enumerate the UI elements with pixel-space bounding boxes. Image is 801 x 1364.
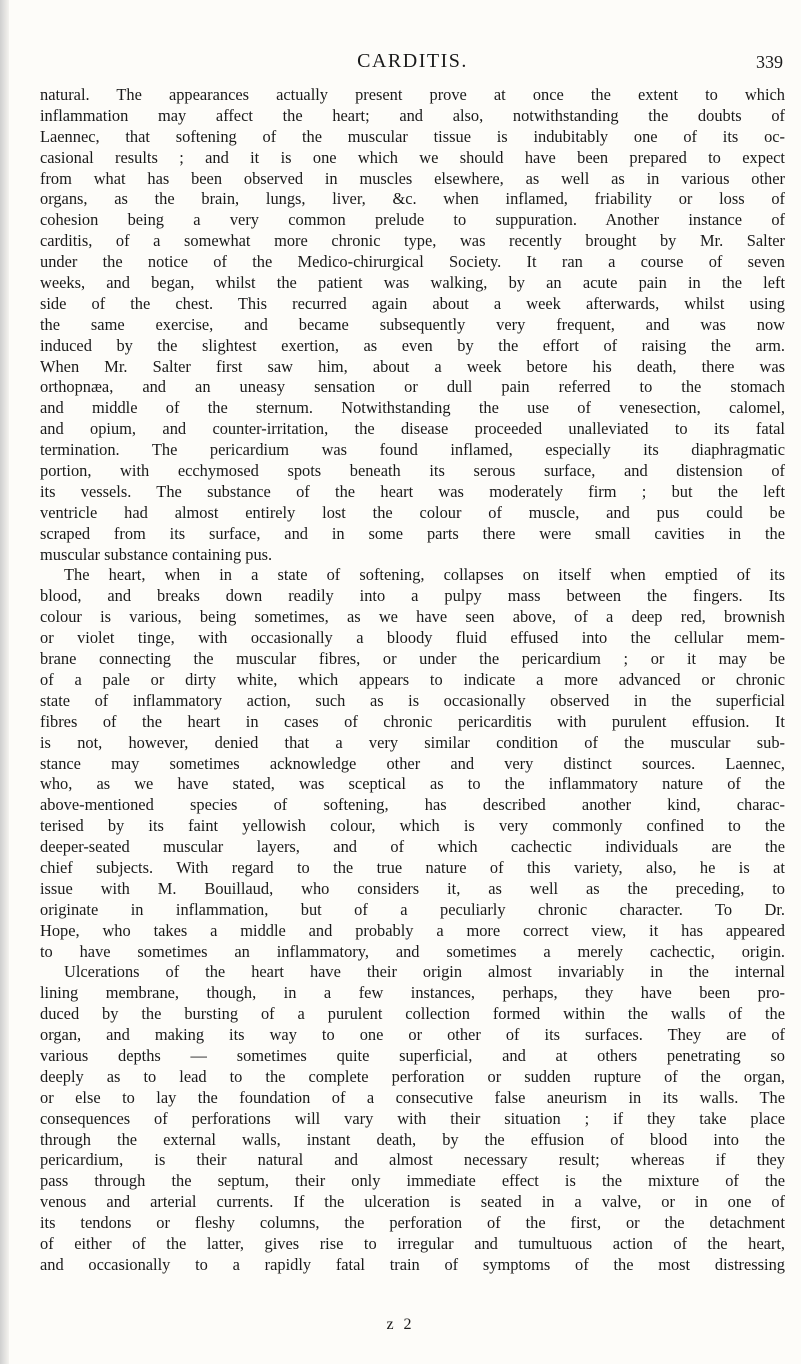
text-line: of either of the latter, gives rise to irregular and tumultuous action of the heart, <box>40 1233 785 1253</box>
text-line: to have sometimes an inflammatory, and sometimes a merely cachectic, origin. <box>40 941 785 961</box>
body-text <box>40 85 785 1276</box>
text-line: termination. The pericardium was found inflamed, especially its diaphragmatic <box>40 440 785 460</box>
text-line: terised by its faint yellowish colour, which is very commonly confined to the <box>40 816 785 836</box>
text-line: various depths — sometimes quite superficial, and at others penetrating so <box>40 1045 785 1065</box>
text-line: Hope, who takes a middle and probably a more correct view, it has appeared <box>40 920 785 940</box>
text-line: weeks, and began, whilst the patient was walking, by an acute pain in the left <box>40 273 785 293</box>
text-line: fibres of the heart in cases of chronic pericarditis with purulent effusion. It <box>40 711 785 731</box>
page-number: 339 <box>756 52 783 72</box>
signature-mark: z 2 <box>386 1316 415 1333</box>
text-line: inflammation may affect the heart; and also, notwithstanding the doubts of <box>40 105 785 125</box>
text-line: organs, as the brain, lungs, liver, &c. when inflamed, friability or loss of <box>40 189 785 209</box>
text-line: Ulcerations of the heart have their origin almost invariably in the internal <box>64 962 785 982</box>
text-line: venous and arterial currents. If the ulceration is seated in a valve, or in one of <box>40 1192 785 1212</box>
text-line: orthopnæa, and an uneasy sensation or dull pain referred to the stomach <box>40 377 785 397</box>
text-line: colour is various, being sometimes, as we have seen above, of a deep red, brownish <box>40 607 785 627</box>
text-line: induced by the slightest exertion, as even by the effort of raising the arm. <box>40 335 785 355</box>
text-line: of a pale or dirty white, which appears to indicate a more advanced or chronic <box>40 669 785 689</box>
text-line: brane connecting the muscular fibres, or under the pericardium ; or it may be <box>40 649 785 669</box>
text-line: chief subjects. With regard to the true nature of this variety, also, he is at <box>40 857 785 877</box>
text-line: carditis, of a somewhat more chronic type, was recently brought by Mr. Salter <box>40 231 785 251</box>
text-line: pericardium, is their natural and almost necessary result; whereas if they <box>40 1150 785 1170</box>
text-line: muscular substance containing pus. <box>40 544 273 564</box>
page-binding-edge <box>0 0 9 1364</box>
text-line: is not, however, denied that a very similar condition of the muscular sub- <box>40 732 785 752</box>
text-line: ventricle had almost entirely lost the colour of muscle, and pus could be <box>40 502 785 522</box>
running-head: CARDITIS. <box>357 50 468 72</box>
text-line: who, as we have stated, was sceptical as to the inflammatory nature of the <box>40 774 785 794</box>
text-line: casional results ; and it is one which we should have been prepared to expect <box>40 147 785 167</box>
text-line: state of inflammatory action, such as is occasionally observed in the superficial <box>40 690 785 710</box>
text-line: organ, and making its way to one or other of its surfaces. They are of <box>40 1025 785 1045</box>
text-line: deeply as to lead to the complete perforation or sudden rupture of the organ, <box>40 1066 785 1086</box>
text-line: pass through the septum, their only immediate effect is the mixture of the <box>40 1171 785 1191</box>
text-line: its tendons or fleshy columns, the perforation of the first, or the detachment <box>40 1213 785 1233</box>
text-line: lining membrane, though, in a few instances, perhaps, they have been pro- <box>40 983 785 1003</box>
text-line: portion, with ecchymosed spots beneath its serous surface, and distension of <box>40 461 785 481</box>
text-line: scraped from its surface, and in some parts there were small cavities in the <box>40 523 785 543</box>
text-line: the same exercise, and became subsequently very frequent, and was now <box>40 314 785 334</box>
text-line: under the notice of the Medico-chirurgical Society. It ran a course of seven <box>40 252 785 272</box>
text-line: The heart, when in a state of softening, collapses on itself when emptied of its <box>64 565 785 585</box>
text-line: its vessels. The substance of the heart was moderately firm ; but the left <box>40 481 785 501</box>
text-line: and middle of the sternum. Notwithstanding the use of venesection, calomel, <box>40 398 785 418</box>
text-line: blood, and breaks down readily into a pulpy mass between the fingers. Its <box>40 586 785 606</box>
text-line: above-mentioned species of softening, has described another kind, charac- <box>40 795 785 815</box>
text-line: duced by the bursting of a purulent collection formed within the walls of the <box>40 1004 785 1024</box>
text-line: and opium, and counter-irritation, the disease proceeded unalleviated to its fatal <box>40 419 785 439</box>
text-line: or violet tinge, with occasionally a bloody fluid effused into the cellular mem- <box>40 628 785 648</box>
text-line: originate in inflammation, but of a peculiarly chronic character. To Dr. <box>40 899 785 919</box>
text-line: side of the chest. This recurred again about a week afterwards, whilst using <box>40 293 785 313</box>
text-line: and occasionally to a rapidly fatal train of symptoms of the most distressing <box>40 1254 785 1274</box>
text-line: deeper-seated muscular layers, and of which cachectic individuals are the <box>40 837 785 857</box>
text-line: cohesion being a very common prelude to suppuration. Another instance of <box>40 210 785 230</box>
text-line: issue with M. Bouillaud, who considers it, as well as the preceding, to <box>40 878 785 898</box>
text-line: consequences of perforations will vary with their situation ; if they take place <box>40 1108 785 1128</box>
text-line: through the external walls, instant death, by the effusion of blood into the <box>40 1129 785 1149</box>
text-line: or else to lay the foundation of a consecutive false aneurism in its walls. The <box>40 1087 785 1107</box>
page-header <box>40 50 785 74</box>
text-line: Laennec, that softening of the muscular tissue is indubitably one of its oc- <box>40 126 785 146</box>
text-line: When Mr. Salter first saw him, about a week betore his death, there was <box>40 356 785 376</box>
text-line: stance may sometimes acknowledge other and very distinct sources. Laennec, <box>40 753 785 773</box>
text-line: from what has been observed in muscles elsewhere, as well as in various other <box>40 168 785 188</box>
text-line: natural. The appearances actually present prove at once the extent to which <box>40 85 785 104</box>
